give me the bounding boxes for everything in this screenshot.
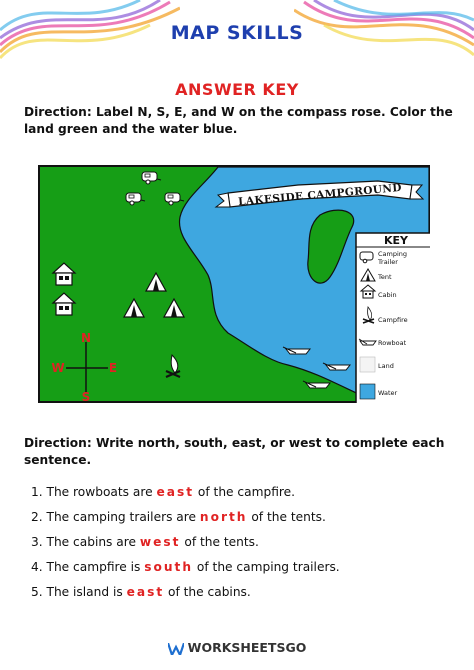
sentence-4: 4. The campfire is south of the camping trailers. [31, 560, 340, 574]
key-label-rowboat: Rowboat [378, 339, 407, 347]
worksheetsgo-logo-icon [168, 643, 184, 655]
sentence-2: 2. The camping trailers are north of the tents. [31, 510, 326, 524]
map-key [356, 233, 430, 403]
sentence-1: 1. The rowboats are east of the campfire. [31, 485, 295, 499]
answer-2: north [199, 510, 248, 524]
sentence-list [31, 485, 451, 610]
answer-key-heading: ANSWER KEY [175, 80, 299, 99]
key-label-campfire: Campfire [378, 316, 408, 324]
key-title: KEY [383, 234, 409, 247]
key-water-swatch [360, 384, 375, 399]
compass-e: E [108, 361, 118, 375]
key-label-trailer-2: Trailer [378, 258, 398, 266]
banner-text: LAKESIDE CAMPGROUND [237, 181, 403, 209]
key-label-tent: Tent [378, 273, 392, 281]
key-label-trailer-1: Camping [378, 250, 408, 258]
compass-n: N [80, 331, 92, 345]
answer-1: east [156, 485, 195, 499]
key-label-water: Water [378, 389, 398, 397]
answer-3: west [139, 535, 181, 549]
key-label-land: Land [378, 362, 394, 370]
direction-compass: Direction: Label N, S, E, and W on the compass rose. Color the land green and the water blue. [24, 105, 453, 136]
footer-brand-text: WORKSHEETSGO [187, 640, 307, 655]
compass-w: W [51, 361, 65, 375]
campground-map [38, 165, 430, 403]
direction-sentences: Direction: Write north, south, east, or west to complete each sentence. [24, 436, 445, 467]
answer-4: south [144, 560, 194, 574]
key-label-cabin: Cabin [378, 291, 397, 299]
sentence-3: 3. The cabins are west of the tents. [31, 535, 259, 549]
page-title: MAP SKILLS [170, 22, 304, 44]
sentence-5: 5. The island is east of the cabins. [31, 585, 251, 599]
footer-brand [0, 640, 474, 655]
key-land-swatch [360, 357, 375, 372]
compass-s: S [81, 390, 91, 403]
answer-5: east [126, 585, 165, 599]
